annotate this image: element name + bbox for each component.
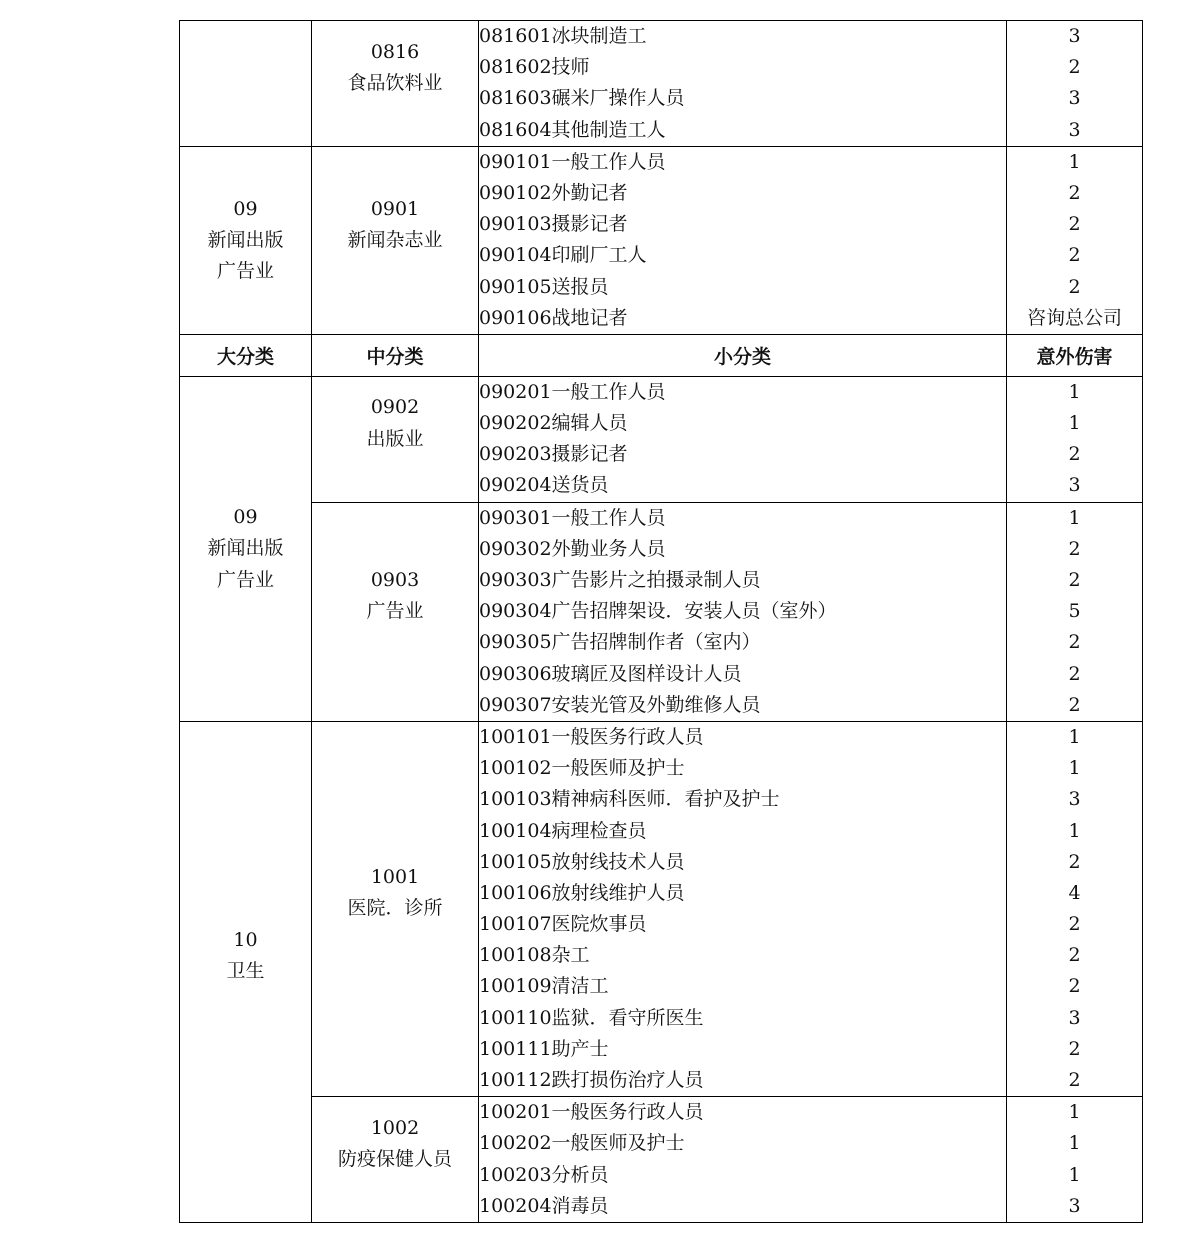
accident-rating-value: 1 [1068,725,1081,748]
minor-category-item: 081601冰块制造工 [479,25,647,47]
minor-category-item: 090101一般工作人员 [479,150,666,173]
header-accident-injury: 意外伤害 [1007,334,1143,376]
accident-rating-value: 2 [1068,913,1081,936]
accident-rating-cell [1007,21,1143,147]
minor-category-cell [479,376,1007,502]
minor-category-item: 090103摄影记者 [479,213,628,236]
minor-category-item: 081603碾米厂操作人员 [479,87,685,110]
middle-category-code: 1002 [370,1116,420,1139]
minor-category-cell [479,1097,1007,1223]
accident-rating-value: 2 [1068,443,1081,466]
middle-category-cell [312,376,479,502]
middle-category-cell [312,21,479,147]
table-row [180,502,1143,721]
minor-category-item: 100111助产士 [479,1037,609,1060]
major-category-code: 10 [233,929,258,952]
accident-rating-value: 3 [1068,118,1081,141]
major-category-name: 卫生 [226,960,265,983]
minor-category-item: 100107医院炊事员 [479,913,647,936]
major-category-name: 广告业 [216,568,274,591]
middle-category-name [312,256,478,287]
major-category-code: 09 [233,197,258,220]
accident-rating-value: 3 [1068,788,1081,811]
major-category-cell [180,721,312,1222]
major-category-name [180,988,311,1019]
accident-rating-value: 3 [1068,1194,1081,1217]
table-body-top [180,21,1143,335]
accident-rating-value: 1 [1068,1101,1081,1124]
minor-category-cell [479,146,1007,334]
middle-category-code: 0816 [370,40,420,63]
middle-category-name [312,1175,478,1206]
minor-category-item: 100101一般医务行政人员 [479,725,704,748]
accident-rating-value: 3 [1068,474,1081,497]
major-category-name: 新闻出版 [207,228,284,251]
accident-rating-value: 1 [1068,757,1081,780]
middle-category-cell [312,146,479,334]
middle-category-name: 广告业 [366,600,424,623]
accident-rating-cell [1007,721,1143,1096]
middle-category-name: 新闻杂志业 [347,228,443,251]
accident-rating-value: 3 [1068,25,1081,47]
middle-category-name [312,627,478,658]
minor-category-item: 090305广告招牌制作者（室内） [479,631,761,654]
accident-rating-value: 2 [1068,244,1081,267]
middle-category-name [312,99,478,130]
minor-category-item: 090301一般工作人员 [479,506,666,529]
major-category-code: 09 [233,506,258,529]
minor-category-item: 090304广告招牌架设．安装人员（室外） [479,600,837,623]
middle-category-name: 医院．诊所 [347,897,443,920]
table-row [180,146,1143,334]
minor-category-item: 090306玻璃匠及图样设计人员 [479,662,742,685]
accident-rating-value: 2 [1068,975,1081,998]
minor-category-item: 090303广告影片之拍摄录制人员 [479,569,761,591]
minor-category-item: 090203摄影记者 [479,443,628,466]
accident-rating-value: 2 [1068,693,1081,716]
minor-category-item: 100105放射线技术人员 [479,850,685,873]
major-category-code [180,37,311,68]
table-row [180,1097,1143,1223]
accident-rating-cell [1007,376,1143,502]
major-category-cell [180,21,312,147]
minor-category-item: 100102一般医师及护士 [479,757,685,780]
header-major-category: 大分类 [180,334,312,376]
minor-category-item: 100202一般医师及护士 [479,1132,685,1155]
minor-category-item: 090202编辑人员 [479,412,628,435]
middle-category-cell [312,502,479,721]
accident-rating-value: 2 [1068,537,1081,560]
minor-category-item: 100112跌打损伤治疗人员 [479,1069,704,1091]
accident-rating-value: 2 [1068,213,1081,236]
accident-rating-value: 1 [1068,380,1081,403]
accident-rating-value: 2 [1068,662,1081,685]
minor-category-item: 090201一般工作人员 [479,380,666,403]
minor-category-item: 100108杂工 [479,944,590,967]
minor-category-item: 090102外勤记者 [479,181,628,204]
accident-rating-value: 2 [1068,569,1081,591]
middle-category-name: 出版业 [366,427,424,450]
middle-category-name [312,925,478,956]
middle-category-code: 0903 [370,569,420,591]
minor-category-cell [479,721,1007,1096]
minor-category-item: 100109清洁工 [479,975,609,998]
minor-category-item: 090106战地记者 [479,306,628,329]
accident-rating-value: 1 [1068,506,1081,529]
minor-category-item: 100201一般医务行政人员 [479,1101,704,1124]
middle-category-code: 1001 [370,866,420,889]
minor-category-cell [479,502,1007,721]
major-category-cell [180,146,312,334]
header-minor-category: 小分类 [479,334,1007,376]
accident-rating-value: 2 [1068,275,1081,298]
table-row [180,721,1143,1096]
accident-rating-value: 1 [1068,412,1081,435]
accident-rating-value: 2 [1068,1069,1081,1091]
middle-category-cell [312,721,479,1096]
major-category-name [180,99,311,130]
major-category-name: 广告业 [216,259,274,282]
accident-rating-value: 4 [1068,881,1081,904]
minor-category-item: 090307安装光管及外勤维修人员 [479,693,761,716]
table-body-bottom [180,376,1143,1222]
accident-rating-value: 1 [1068,150,1081,173]
middle-category-name: 食品饮料业 [347,71,443,94]
accident-rating-value: 3 [1068,87,1081,110]
accident-rating-value: 5 [1068,600,1081,623]
minor-category-item: 090105送报员 [479,275,609,298]
minor-category-cell [479,21,1007,147]
accident-rating-value: 1 [1068,1163,1081,1186]
minor-category-item: 081604其他制造工人 [479,118,666,141]
accident-rating-cell [1007,502,1143,721]
occupation-risk-table [179,20,1143,1223]
minor-category-item: 100203分析员 [479,1163,609,1186]
accident-rating-value: 1 [1068,819,1081,842]
table-row [180,376,1143,502]
header-row [180,334,1143,376]
minor-category-item: 090204送货员 [479,474,609,497]
minor-category-item: 100103精神病科医师．看护及护士 [479,788,780,811]
accident-rating-value: 咨询总公司 [1026,306,1122,329]
minor-category-item: 100104病理检查员 [479,819,647,842]
accident-rating-value: 3 [1068,1006,1081,1029]
major-category-name: 新闻出版 [207,537,284,560]
table-header [180,334,1143,376]
accident-rating-cell [1007,146,1143,334]
minor-category-item: 081602技师 [479,56,590,79]
header-middle-category: 中分类 [312,334,479,376]
middle-category-code: 0902 [370,396,420,419]
major-category-name [180,68,311,99]
minor-category-item: 100204消毒员 [479,1194,609,1217]
middle-category-name: 防疫保健人员 [337,1147,452,1170]
middle-category-name [312,455,478,486]
accident-rating-value: 2 [1068,944,1081,967]
table-row [180,21,1143,147]
minor-category-item: 090104印刷厂工人 [479,244,647,267]
accident-rating-cell [1007,1097,1143,1223]
middle-category-cell [312,1097,479,1223]
accident-rating-value: 2 [1068,181,1081,204]
minor-category-item: 100106放射线维护人员 [479,881,685,904]
accident-rating-value: 1 [1068,1132,1081,1155]
accident-rating-value: 2 [1068,631,1081,654]
minor-category-item: 090302外勤业务人员 [479,537,666,560]
accident-rating-value: 2 [1068,850,1081,873]
accident-rating-value: 2 [1068,1037,1081,1060]
minor-category-item: 100110监狱．看守所医生 [479,1006,704,1029]
accident-rating-value: 2 [1068,56,1081,79]
middle-category-code: 0901 [370,197,420,220]
major-category-cell [180,376,312,721]
